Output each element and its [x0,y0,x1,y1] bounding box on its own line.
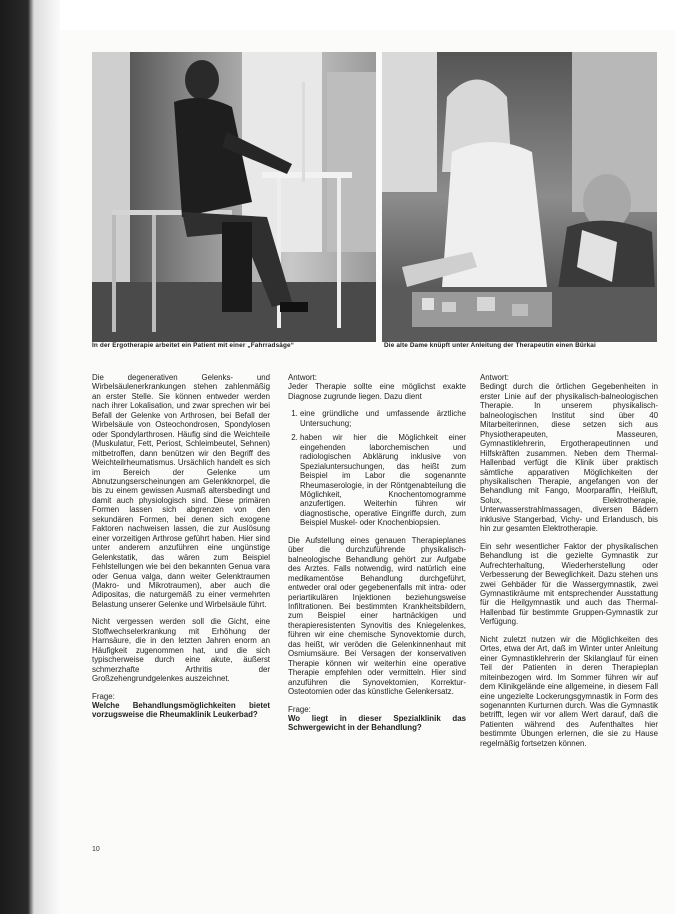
photo-knotting-therapy [382,52,657,342]
body-paragraph: Die Aufstellung eines genauen Therapieplanes über die durchzuführende physikalisch-balneologische Behandlung gehört zur Aufgabe des Arztes. Falls notwendig, wird natürlich eine medikamentöse Behandlung durchgeführt, entweder oral oder gegebenenfalls mit intra- oder periartikulären Injektionen beziehungsweise Infiltrationen. Bei bestimmten Krankheitsbildern, zum Beispiel einer hartnäckigen und therapieresistenten Synovitis des Kniegelenkes, führen wir eine chemische Synovektomie durch, das heißt, wir veröden die Gelenkinnenhaut mit Osmiumsäure. Bei Versagen der konservativen Therapie können wir weiterhin eine operative Therapie empfehlen oder vermitteln. Hier sind anzuführen die Synovektomien, Korrektur-Osteotomien oder das künstliche Gelenkersatz. [288,535,466,697]
numbered-list [288,409,466,527]
text-column-3 [480,373,658,756]
body-paragraph: Die degenerativen Gelenks- und Wirbelsäulenerkrankungen stehen zahlenmäßig an erster Stelle. Sie können entweder werden nach ihrer Lokalisation, und zwar sprechen wir bei Befall der Gelenke von Arthrosen, bei Befall der Wirbelsäule von Osteochondrosen, Spondylosen oder Spondylarthrosen. Häufig sind die Weichteile (Muskulatur, Fett, Periost, Schleimbeutel, Sehnen) mitbetroffen, dann benützen wir den Begriff des Weichteilrheumatismus. Ursächlich handelt es sich im Bereich der Gelenke um Abnutzungserscheinungen am Gelenkknorpel, die bis zu einem gewissen Ausmaß altersbedingt und damit auch physiologisch sind. Diese primären Formen lassen sich abgrenzen von den sekundären Formen, bei denen sich exogene Faktoren nachweisen lassen, die zur Auslösung einer vorzeitigen Arthrose geführt haben. Hier sind unter anderem anzuführen eine ungünstige Gelenkstatik, das wären zum Beispiel Fehlstellungen wie bei den bekannten Genua vara oder Genua valga, dann weiter Gelenktraumen (Makro- und Mikrotraumen), aber auch die Adipositas, die naturgemäß zu einer vermehrten Belastung unserer Gelenke und Wirbelsäule führt. [92,373,270,609]
scan-shadow-edge [0,0,60,914]
body-paragraph: Jeder Therapie sollte eine möglichst exakte Diagnose zugrunde liegen. Dazu dient [288,382,466,401]
body-paragraph: Ein sehr wesentlicher Faktor der physikalischen Behandlung ist die gezielte Gymnastik zur Aufrechterhaltung, Wiederherstellung oder Verbesserung der Beweglichkeit. Dazu stehen uns zwei Gehbäder für die Wassergymnastik, zwei Gymnastikräume mit entsprechender Ausstattung für die Heilgymnastik und auch das Thermal-Hallenbad für bestimmte Gruppen-Gymnastik zur Verfügung. [480,541,658,627]
list-item: 1. eine gründliche und umfassende ärztliche Untersuchung; [300,409,466,428]
photo-caption-left: In der Ergotherapie arbeitet ein Patient mit einer „Fahrradsäge“ [92,342,295,349]
body-paragraph: Nicht zuletzt nutzen wir die Möglichkeiten des Ortes, etwa der Art, daß im Winter unter Anleitung einer Gymnastiklehrerin der Skilanglauf für einen Teil der Patienten in deren Therapieplan miteinbezogen wird. Im Sommer führen wir auf dem Klinikgelände eine allgemeine, in diesem Fall eine ungezielte Lockerungsgymnastik in Form des sogenannten Kurturnen durch. Was die Gymnastik betrifft, legen wir vor allem Wert darauf, daß die Patienten während des Aufenthaltes hier bestimmte Übungen erlernen, die sie zu Hause regelmäßig fortsetzen können. [480,634,658,748]
text-column-1 [92,373,270,728]
photo-ergotherapy-patient [92,52,376,342]
question-label: Frage: [92,691,115,701]
answer-label: Antwort: [288,373,317,382]
page-number: 10 [92,846,100,853]
list-item: 2. haben wir hier die Möglichkeit einer eingehenden laborchemischen und radiologischen Abklärung inklusive von Spezialuntersuchungen, das heißt zum Beispiel im Labor die sogenannte Rheumaserologie, in der Röntgenabteilung die Möglichkeit, Knochentomogramme anzufertigen. Weiterhin führen wir diagnostische, operative Eingriffe durch, zum Beispiel Muskel- oder Knochenbiopsien. [300,433,466,528]
body-paragraph: Bedingt durch die örtlichen Gegebenheiten in erster Linie auf der physikalisch-balneologischen Therapie. In unserem physikalisch-balneologischen Institut sind über 40 Mitarbeiterinnen, diese setzen sich aus Physiotherapeuten, Masseuren, Gymnastiklehrerin, Ergotherapeutinnen und Hilfskräften zusammen. Neben dem Thermal-Hallenbad verfügt die Klinik über praktisch sämtliche apparativen Möglichkeiten der physikalischen Therapie, angefangen von der Behandlung mit Fango, Moorparaffin, Heißluft, Solux, Elektrotherapie, Unterwasserstrahlmassagen, diversen Bädern inklusive Stangerbad, Vichy- und Erlandusch, bis hin zur gesamten Elektrotherapie. [480,382,658,534]
photo-caption-right: Die alte Dame knüpft unter Anleitung der Therapeutin einen Bürkai [384,342,596,349]
magazine-page [60,30,675,914]
question-label: Frage: [288,704,311,714]
body-paragraph: Nicht vergessen werden soll die Gicht, eine Stoffwechselerkrankung mit Erhöhung der Harnsäure, die in den letzten Jahren enorm an Häufigkeit zugenommen hat, und die sich typischerweise durch eine akute, äußerst schmerzhafte Arthritis der Großzehengrundgelenkes auszeichnet. [92,617,270,684]
interview-question: Welche Behandlungsmöglichkeiten bietet vorzugsweise die Rheumaklinik Leukerbad? [92,700,270,720]
interview-question: Wo liegt in dieser Spezialklinik das Schwergewicht in der Behandlung? [288,713,466,733]
answer-label: Antwort: [480,373,509,382]
text-column-2 [288,373,466,741]
